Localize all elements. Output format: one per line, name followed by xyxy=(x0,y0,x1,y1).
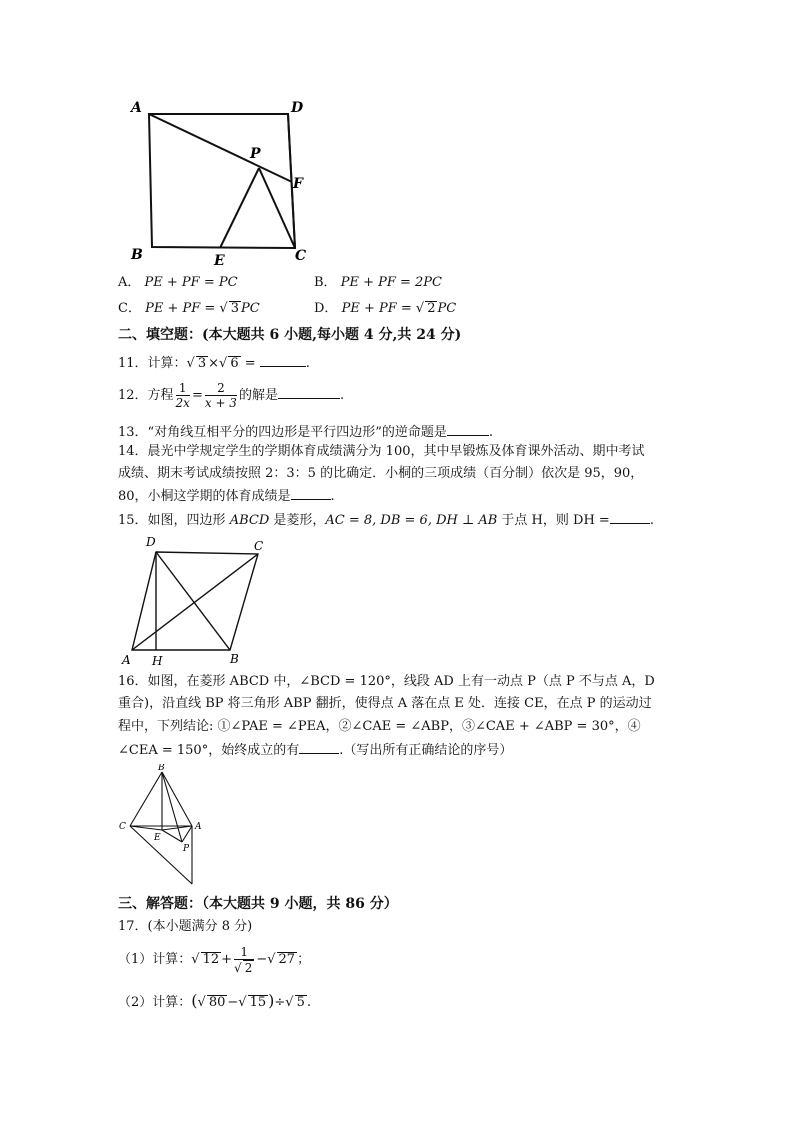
q17-p1-prefix: （1）计算： xyxy=(118,952,192,967)
segment-pe xyxy=(220,168,259,248)
option-d-tag: D． xyxy=(314,301,338,316)
segment-af xyxy=(149,114,292,182)
q17-p1-radicand-1: 12 xyxy=(202,952,220,967)
q15-text-post: 于点 H，则 DH = xyxy=(497,513,610,528)
figure-rhombus-16 xyxy=(116,764,216,890)
q13-answer-blank[interactable] xyxy=(447,423,489,436)
section-3-heading: 三、解答题：（本大题共 9 小题，共 86 分） xyxy=(118,896,398,912)
q13-text: 13．“对角线互相平分的四边形是平行四边形”的逆命题是 xyxy=(118,425,447,440)
question-16-line-4 xyxy=(118,741,512,760)
q12-answer-blank[interactable] xyxy=(278,386,340,399)
label-b: B xyxy=(131,247,143,263)
q12-fraction-1 xyxy=(176,381,190,410)
question-17-title: 17．(本小题满分 8 分) xyxy=(118,919,253,934)
label-b: B xyxy=(230,652,239,666)
q17-p2-radicand-2: 15 xyxy=(249,995,267,1010)
label-a: A xyxy=(195,822,202,832)
q10-option-b xyxy=(314,274,442,292)
question-16-line-3: 程中，下列结论: ①∠PAE = ∠PEA，②∠CAE = ∠ABP，③∠CAE + ∠ABP = 30°，④ xyxy=(118,719,641,734)
option-c-expr-post: PC xyxy=(241,301,260,316)
side-cd xyxy=(130,826,192,884)
q17-p1-fraction xyxy=(234,945,254,975)
q15-text-mid: 是菱形， xyxy=(269,513,326,528)
question-12 xyxy=(118,378,344,414)
q13-end: . xyxy=(488,425,493,440)
label-p: P xyxy=(183,844,190,854)
q12-suffix: 的解是 xyxy=(238,388,278,403)
option-d-expr-post: PC xyxy=(437,301,457,316)
q12-numerator-1: 1 xyxy=(176,381,190,396)
option-a-tag: A． xyxy=(118,275,141,290)
question-16-line-1: 16．如图，在菱形 ABCD 中，∠BCD = 120°，线段 AD 上有一动点 P（点 P 不与点 A，D xyxy=(118,674,655,689)
option-b-expr: PE + PF = 2PC xyxy=(340,275,442,290)
section-2-heading: 二、填空题：(本大题共 6 小题,每小题 4 分,共 24 分) xyxy=(118,327,462,343)
label-d: D xyxy=(146,535,156,549)
q14-answer-blank[interactable] xyxy=(291,487,331,500)
segment-ap xyxy=(182,826,192,842)
q17-p2-minus: − xyxy=(227,995,239,1010)
q15-end: . xyxy=(649,513,654,528)
q17-p2-radicand-3: 5 xyxy=(296,995,305,1010)
q12-numerator-2: 2 xyxy=(205,381,237,396)
question-14-line-3 xyxy=(118,487,335,506)
question-13 xyxy=(118,423,493,442)
q10-option-row-1 xyxy=(118,274,238,292)
square-outline xyxy=(149,114,295,248)
q17-p1-end: ； xyxy=(297,952,311,967)
question-17-part-1 xyxy=(118,942,310,978)
q17-p1-minus: − xyxy=(256,952,268,967)
q15-text-pre: 15．如图，四边形 xyxy=(118,513,230,528)
label-e: E xyxy=(214,253,225,266)
q17-p1-radicand-2: 27 xyxy=(278,952,296,967)
option-a-expr: PE + PF = PC xyxy=(144,275,238,290)
q17-p2-radicand-1: 80 xyxy=(208,995,226,1010)
question-17-part-2: （2）计算：(√ 80 −√ 15 )÷√ 5 . xyxy=(118,992,311,1012)
q14-end: . xyxy=(330,489,335,504)
figure-square-abcd xyxy=(125,96,325,266)
q12-fraction-2 xyxy=(205,381,237,410)
side-bc xyxy=(130,772,162,826)
question-16-line-2: 重合)，沿直线 BP 将三角形 ABP 翻折，使得点 A 落在点 E 处．连接 CE，在点 P 的运动过 xyxy=(118,696,652,711)
q11-equals: = xyxy=(240,356,260,371)
option-c-radicand: 3 xyxy=(230,301,239,316)
label-a: A xyxy=(131,100,142,116)
q11-times: × xyxy=(208,356,220,371)
q11-answer-blank[interactable] xyxy=(260,354,306,367)
segment-ce xyxy=(130,826,162,830)
q12-end: . xyxy=(339,388,345,403)
option-d-expr-pre: PE + PF = xyxy=(341,301,416,316)
q10-option-c xyxy=(118,300,260,318)
label-a: A xyxy=(122,653,131,667)
q11-end: . xyxy=(305,356,310,371)
label-d: D xyxy=(291,100,304,116)
q10-option-d xyxy=(314,300,456,318)
q17-p1-plus: + xyxy=(221,952,233,967)
option-d-radicand: 2 xyxy=(427,301,436,316)
q17-p1-numerator: 1 xyxy=(234,945,254,960)
q15-condition: AC = 8, DB = 6, DH ⊥ AB xyxy=(325,513,498,528)
q12-equals: = xyxy=(191,388,203,403)
q12-denominator-1: 2x xyxy=(175,396,190,410)
q12-prefix: 12．方程 xyxy=(118,388,174,403)
q12-denominator-2: x + 3 xyxy=(204,396,237,410)
option-b-tag: B． xyxy=(314,275,337,290)
q17-p2-end: . xyxy=(306,995,311,1010)
option-c-tag: C． xyxy=(118,301,141,316)
question-11 xyxy=(118,354,310,373)
q17-p2-divide: ÷ xyxy=(274,995,286,1010)
side-ba xyxy=(162,772,192,826)
label-b: B xyxy=(158,764,165,773)
diagonal-ac xyxy=(132,554,258,650)
segment-ea xyxy=(162,826,192,830)
q16-line-4-text: ∠CEA = 150°，始终成立的有 xyxy=(118,743,300,758)
q16-line-4-post: .（写出所有正确结论的序号） xyxy=(339,743,513,758)
option-c-expr-pre: PE + PF = xyxy=(145,301,220,316)
q14-line-3-text: 80，小桐这学期的体育成绩是 xyxy=(118,489,291,504)
question-14-line-1: 14．晨光中学规定学生的学期体育成绩满分为 100，其中早锻炼及体育课外活动、期中考试 xyxy=(118,444,645,459)
q11-radicand-1: 3 xyxy=(197,356,207,371)
question-14-line-2: 成绩、期末考试成绩按照 2：3：5 的比确定．小桐的三项成绩（百分制）依次是 95，90， xyxy=(118,466,644,481)
q17-p1-denominator xyxy=(234,960,254,975)
question-15 xyxy=(118,511,654,530)
q16-answer-blank[interactable] xyxy=(299,741,339,754)
q17-p2-prefix: （2）计算： xyxy=(118,995,192,1010)
label-f: F xyxy=(293,176,303,192)
q15-abcd: ABCD xyxy=(229,513,270,528)
q11-prefix: 11．计算： xyxy=(118,356,187,371)
q11-radicand-2: 6 xyxy=(230,356,239,371)
label-h: H xyxy=(152,654,163,668)
label-c: C xyxy=(119,822,126,832)
label-e: E xyxy=(154,833,161,843)
q15-answer-blank[interactable] xyxy=(610,511,650,524)
label-c: C xyxy=(295,248,307,264)
q17-p1-den-radicand: 2 xyxy=(244,960,253,975)
diagonal-db xyxy=(156,552,230,650)
figure-rhombus-15 xyxy=(118,532,278,668)
label-p: P xyxy=(250,146,261,162)
label-c: C xyxy=(254,539,264,553)
